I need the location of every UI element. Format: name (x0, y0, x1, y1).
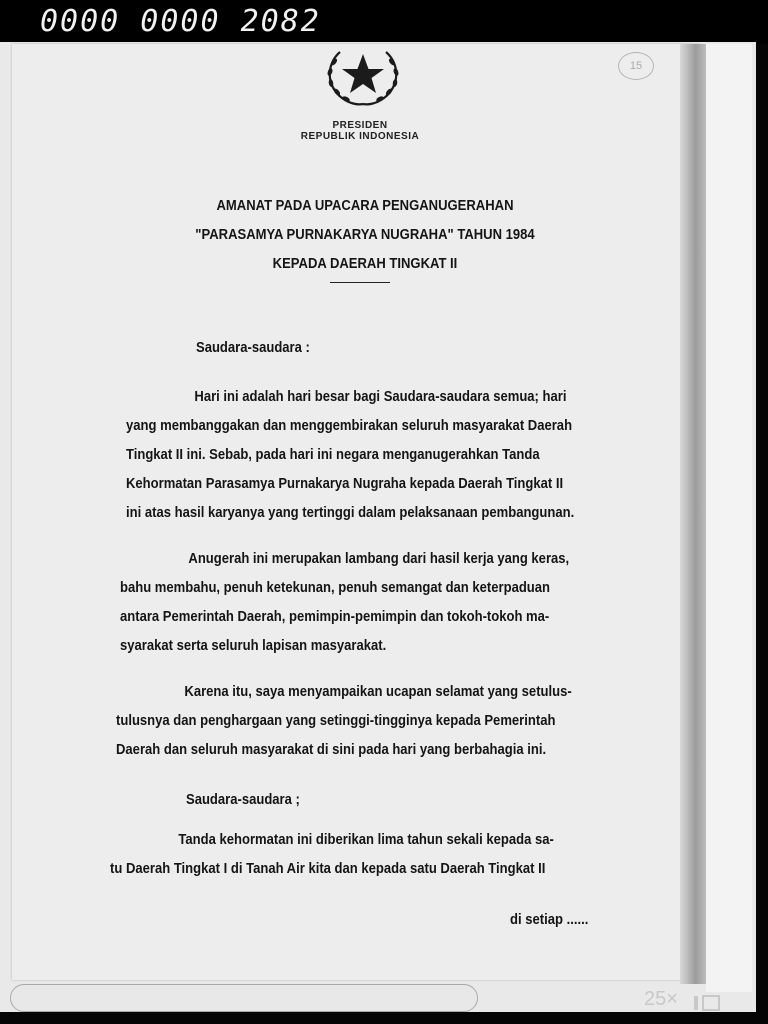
paragraph-line: Anugerah ini merupakan lambang dari hasil kerja yang keras, (188, 551, 570, 567)
paragraph-4 (110, 826, 554, 884)
paragraph-line: Karena itu, saya menyampaikan ucapan selamat yang setulus- (184, 684, 572, 700)
paragraph-1 (126, 383, 574, 528)
star-wreath-emblem-icon (318, 40, 408, 108)
paragraph-line: Tanda kehormatan ini diberikan lima tahun sekali kepada sa- (178, 832, 554, 848)
page-number-mark: 15 (618, 52, 654, 80)
paragraph-line: ini atas hasil karyanya yang tertinggi dalam pelaksanaan pembangunan. (126, 505, 575, 521)
letterhead-line1: PRESIDEN (332, 120, 388, 131)
bottom-tab (10, 984, 478, 1012)
continuation-catchword: di setiap ...... (510, 912, 589, 928)
paragraph-2 (120, 545, 569, 661)
salutation-2: Saudara-saudara ; (186, 792, 300, 808)
paragraph-line: syarakat serta seluruh lapisan masyarakat. (120, 638, 387, 654)
title-line2: "PARASAMYA PURNAKARYA NUGRAHA" TAHUN 1984 (195, 227, 535, 243)
paragraph-line: Daerah dan seluruh masyarakat di sini pada hari yang berbahagia ini. (116, 742, 547, 758)
film-header-strip (0, 0, 768, 44)
paragraph-line: bahu membahu, penuh ketekunan, penuh semangat dan keterpaduan (120, 580, 551, 596)
paragraph-line: tu Daerah Tingkat I di Tanah Air kita dan kepada satu Daerah Tingkat II (110, 861, 546, 877)
title-line3: KEPADA DAERAH TINGKAT II (272, 256, 458, 272)
title-underline (330, 282, 390, 283)
frame-number: 0000 0000 2082 (40, 4, 321, 39)
letterhead-line2: REPUBLIK INDONESIA (300, 131, 420, 142)
film-frame-icon (692, 992, 722, 1012)
reduction-ratio: 25× (644, 988, 678, 1010)
paragraph-line: Kehormatan Parasamya Purnakarya Nugraha kepada Daerah Tingkat II (126, 476, 564, 492)
paragraph-line: antara Pemerintah Daerah, pemimpin-pemimpin dan tokoh-tokoh ma- (120, 609, 550, 625)
paragraph-line: Hari ini adalah hari besar bagi Saudara-saudara semua; hari (194, 389, 567, 405)
page-edge (706, 44, 752, 992)
salutation-1: Saudara-saudara : (196, 340, 310, 356)
paragraph-line: yang membanggakan dan menggembirakan seluruh masyarakat Daerah (126, 418, 573, 434)
paragraph-line: Tingkat II ini. Sebab, pada hari ini negara menganugerahkan Tanda (126, 447, 540, 463)
paragraph-3 (116, 678, 572, 765)
paragraph-line: tulusnya dan penghargaan yang setinggi-tingginya kepada Pemerintah (116, 713, 556, 729)
title-line1: AMANAT PADA UPACARA PENGANUGERAHAN (216, 198, 514, 214)
page-shadow-band (680, 44, 706, 984)
